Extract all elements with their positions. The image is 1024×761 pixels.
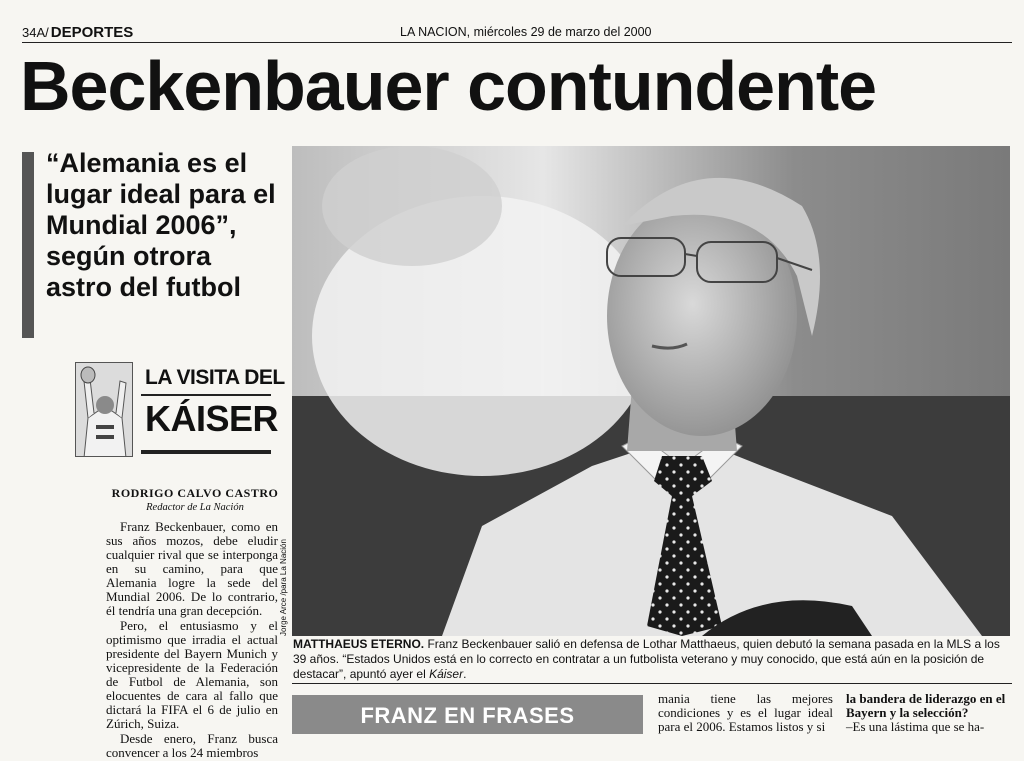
photo-caption	[293, 637, 1011, 682]
body-column-1	[106, 520, 278, 761]
body-paragraph: Desde enero, Franz busca convencer a los 24 miembros	[106, 731, 278, 760]
kaiser-portrait-icon	[75, 362, 133, 457]
caption-text: Franz Beckenbauer salió en defensa de Lothar Matthaeus, quien debutó la semana pasada en la MLS a los 39 años. “Estados Unidos está en lo correcto en contratar a un futbolista veterano y muy conocido, que está aún en la posición de destacar”, apuntó ayer el	[293, 637, 1000, 681]
deck-subheadline: “Alemania es el lugar ideal para el Mundial 2006”, según otrora astro del futbol	[46, 148, 276, 302]
body-paragraph: Pero, el entusiasmo y el optimismo que irradia el actual presidente del Bayern Munich y vicepresidente de la Federación de Futbol de Alemania, son elocuentes de cara al fallo que dictará la FIFA el 6 de julio en Zúrich, Suiza.	[106, 618, 278, 731]
sidebar-box-title: FRANZ EN FRASES	[292, 695, 643, 734]
logo-name: KÁISER	[145, 398, 279, 439]
logo-rule	[141, 394, 271, 396]
logo-kicker: LA VISITA DEL	[145, 366, 285, 389]
photo-credit: Jorge Arce /para La Nación	[279, 539, 288, 636]
byline	[110, 486, 280, 513]
section-name: DEPORTES	[50, 24, 134, 41]
body-paragraph: Franz Beckenbauer, como en sus años mozos, debe eludir cualquier rival que se interponga en su camino, para que Alemania logre la sede del Mundial 2006. De lo contrario, él tendría una gran decepción.	[106, 519, 278, 618]
dateline: LA NACION, miércoles 29 de marzo del 2000	[400, 25, 652, 39]
byline-name: RODRIGO CALVO CASTRO	[111, 486, 279, 500]
headline: Beckenbauer contundente	[20, 47, 877, 125]
caption-rule	[292, 683, 1012, 684]
caption-lead: MATTHAEUS ETERNO.	[293, 637, 425, 651]
interview-answer: –Es una lástima que se ha-	[846, 719, 985, 734]
byline-role: Redactor de La Nación	[146, 502, 244, 513]
logo-rule-bottom	[141, 450, 271, 454]
deck-bar	[22, 152, 34, 338]
main-photo	[292, 146, 1010, 636]
caption-italic: Káiser	[429, 667, 464, 681]
caption-end: .	[463, 667, 467, 681]
series-logo	[75, 362, 285, 458]
page-number: 34A/	[22, 25, 49, 40]
interview-question: la bandera de liderazgo en el Bayern y la selección?	[846, 691, 1006, 720]
body-column-3: mania tiene las mejores condiciones y es el lugar ideal para el 2006. Estamos listos y si	[658, 691, 833, 734]
page-folio	[22, 24, 133, 41]
body-column-4	[846, 692, 1018, 734]
